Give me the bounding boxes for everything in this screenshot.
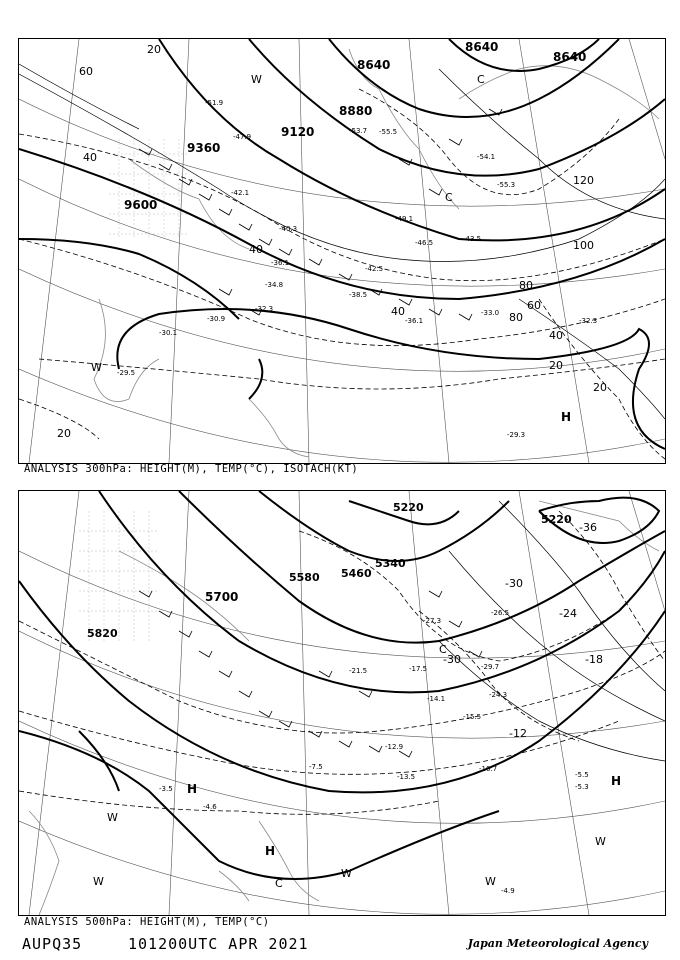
isotach-label: 20: [593, 381, 607, 394]
temp-label: -53.7: [349, 127, 368, 135]
isotach-label: 20: [549, 359, 563, 372]
temp-label: -13.5: [397, 773, 416, 781]
chart-300hpa-panel: [18, 38, 666, 464]
high-pressure-symbol: H: [187, 782, 198, 796]
temp-label: -49.1: [395, 215, 414, 223]
chart-500hpa-panel: [18, 490, 666, 916]
height-label: 8640: [465, 40, 499, 54]
temp-label: -7.5: [309, 763, 323, 771]
height-label: 8880: [339, 104, 373, 118]
temp-label: -21.5: [349, 667, 368, 675]
temp-label: -55.3: [497, 181, 516, 189]
chart-300hpa-map: [19, 39, 665, 463]
isotherm-label: -24: [559, 607, 577, 620]
warm-center-symbol: W: [595, 835, 606, 848]
temp-label: -30.1: [159, 329, 178, 337]
isotach-label: 80: [519, 279, 533, 292]
height-label: 9360: [187, 141, 221, 155]
temp-label: -42.1: [231, 189, 250, 197]
temp-label: -30.9: [207, 315, 226, 323]
isotach-label: 20: [147, 43, 161, 56]
height-label: 9600: [124, 198, 158, 212]
temp-label: -5.3: [575, 783, 589, 791]
temp-label: -47.9: [233, 133, 252, 141]
isotach-label: 20: [57, 427, 71, 440]
isotach-label: 100: [573, 239, 594, 252]
temp-label: -40.3: [279, 225, 298, 233]
temp-label: -34.8: [265, 281, 284, 289]
isotherm-label: -12: [509, 727, 527, 740]
isotherm-label: -36: [579, 521, 597, 534]
temp-label: -55.5: [379, 128, 398, 136]
height-label: 5220: [393, 501, 424, 514]
isotach-label: 60: [79, 65, 93, 78]
isotherm-label: -30: [443, 653, 461, 666]
height-label: 5700: [205, 590, 239, 604]
isotach-label: 120: [573, 174, 594, 187]
temp-label: -17.5: [409, 665, 428, 673]
cold-center-symbol: C: [477, 73, 485, 86]
temp-label: -54.1: [477, 153, 496, 161]
warm-center-symbol: W: [485, 875, 496, 888]
temp-label: -4.6: [203, 803, 217, 811]
height-label: 5220: [541, 513, 572, 526]
isotach-label: 80: [509, 311, 523, 324]
high-pressure-symbol: H: [561, 410, 572, 424]
isotherm-label: -30: [505, 577, 523, 590]
temp-label: -36.1: [405, 317, 424, 325]
temp-label: -15.5: [463, 713, 482, 721]
isotach-label: 40: [391, 305, 405, 318]
temp-label: -38.5: [349, 291, 368, 299]
temp-label: -42.5: [365, 265, 384, 273]
warm-center-symbol: W: [91, 361, 102, 374]
temp-label: -12.9: [385, 743, 404, 751]
chart-500hpa-caption: ANALYSIS 500hPa: HEIGHT(M), TEMP(°C): [24, 916, 270, 928]
warm-center-symbol: W: [107, 811, 118, 824]
cold-center-symbol: C: [445, 191, 453, 204]
isotach-label: 40: [549, 329, 563, 342]
temp-label: -29.5: [117, 369, 136, 377]
isotherm-label: -18: [585, 653, 603, 666]
high-pressure-symbol: H: [611, 774, 622, 788]
temp-label: -29.7: [481, 663, 500, 671]
temp-label: -5.5: [575, 771, 589, 779]
temp-label: -32.3: [255, 305, 274, 313]
height-label: 5820: [87, 627, 118, 640]
isotach-label: 40: [83, 151, 97, 164]
temp-label: -36.1: [271, 259, 290, 267]
cold-center-symbol: C: [439, 643, 447, 656]
temp-label: -51.9: [205, 99, 224, 107]
temp-label: -32.3: [579, 317, 598, 325]
isotach-label: 40: [249, 243, 263, 256]
temp-label: -24.3: [489, 691, 508, 699]
temp-label: -3.5: [159, 785, 173, 793]
cold-center-symbol: C: [275, 877, 283, 890]
temp-label: -33.0: [481, 309, 500, 317]
height-label: 8640: [357, 58, 391, 72]
height-label: 5580: [289, 571, 320, 584]
height-label: 8640: [553, 50, 587, 64]
height-label: 5460: [341, 567, 372, 580]
warm-center-symbol: W: [251, 73, 262, 86]
temp-label: -14.1: [427, 695, 446, 703]
chart-500hpa-map: [19, 491, 665, 915]
temp-label: -10.7: [479, 765, 498, 773]
high-pressure-symbol: H: [265, 844, 276, 858]
product-code: AUPQ35: [22, 935, 83, 953]
temp-label: -29.3: [507, 431, 526, 439]
agency-name: Japan Meteorological Agency: [467, 937, 648, 950]
warm-center-symbol: W: [341, 867, 352, 880]
temp-label: -46.5: [415, 239, 434, 247]
height-label: 9120: [281, 125, 315, 139]
temp-label: -43.5: [463, 235, 482, 243]
height-label: 5340: [375, 557, 406, 570]
warm-center-symbol: W: [93, 875, 104, 888]
valid-time: 101200UTC APR 2021: [128, 935, 309, 953]
temp-label: -27.3: [423, 617, 442, 625]
isotach-label: 60: [527, 299, 541, 312]
chart-300hpa-caption: ANALYSIS 300hPa: HEIGHT(M), TEMP(°C), ISOTACH(KT): [24, 463, 359, 475]
temp-label: -4.9: [501, 887, 515, 895]
temp-label: -26.5: [491, 609, 510, 617]
